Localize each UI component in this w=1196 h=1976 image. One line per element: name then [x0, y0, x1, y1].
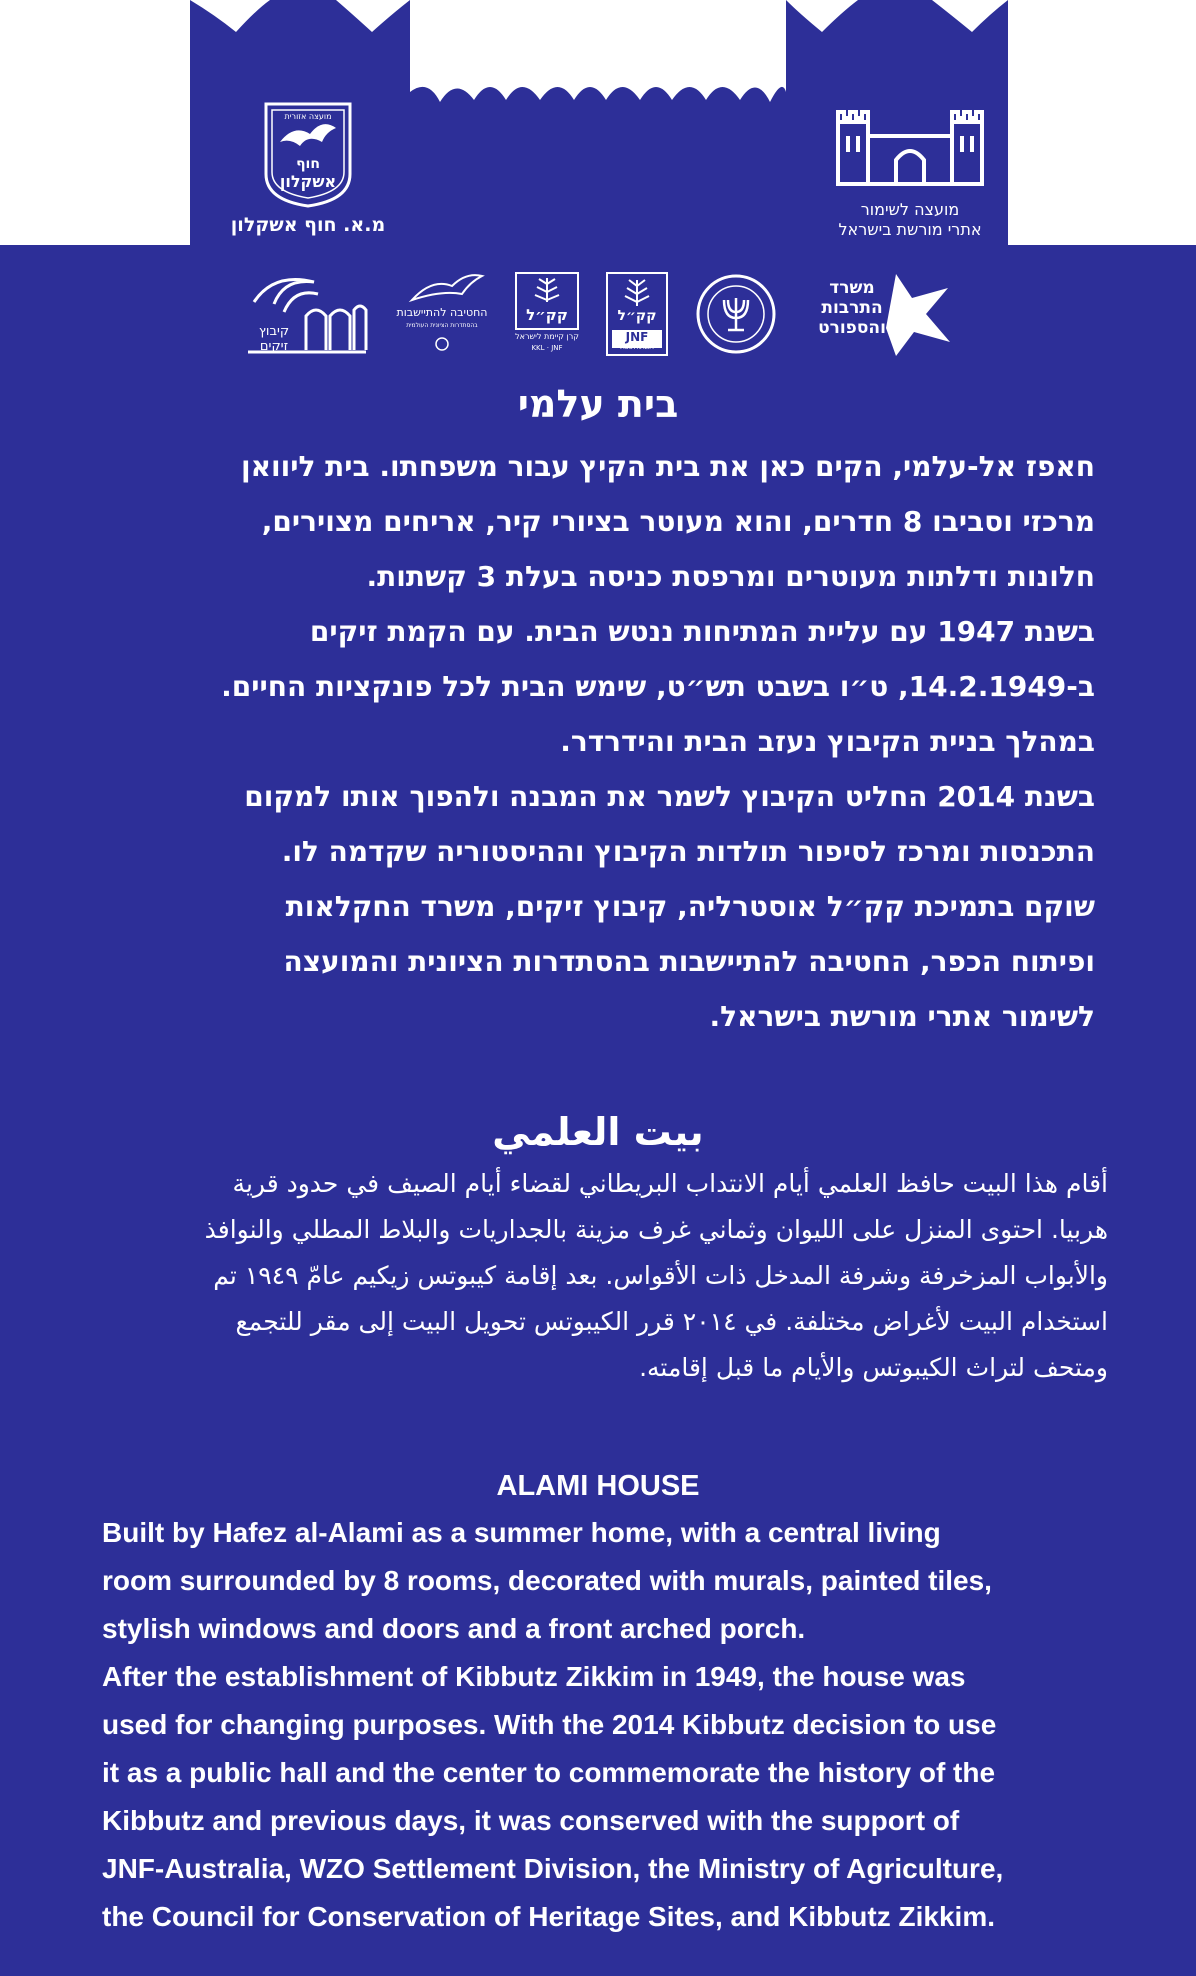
english-line: After the establishment of Kibbutz Zikkim in 1949, the house was — [102, 1661, 966, 1692]
kkl-line1: קרן קיימת לישראל — [515, 332, 579, 341]
kkl-logo — [512, 272, 582, 358]
arabic-line: والأبواب المزخرفة وشرفة المدخل ذات الأقواس. بعد إقامة كيبوتس زيكيم عامّ ١٩٤٩ تم — [213, 1261, 1108, 1290]
settlement-division-logo — [392, 270, 492, 356]
menorah-seal-icon — [694, 272, 778, 356]
ministry-culture-logo — [800, 270, 960, 356]
hebrew-line: מרכזי וסביבו 8 חדרים, והוא מעוטר בציורי קיר, אריחים מצוירים, — [261, 505, 1095, 538]
arabic-line: هربيا. احتوى المنزل على الليوان وثماني غرف مزينة بالجداريات والبلاط المطلي والنوافذ — [204, 1215, 1108, 1244]
council-caption-line2: אתרי מורשת בישראל — [838, 220, 982, 239]
crest-name-line1: חוף — [296, 156, 320, 172]
english-line: Kibbutz and previous days, it was conserved with the support of — [102, 1805, 960, 1836]
arabic-title: بيت العلمي — [492, 1110, 704, 1154]
english-line: stylish windows and doors and a front arched porch. — [102, 1613, 806, 1644]
hebrew-title: בית עלמי — [517, 382, 679, 426]
hebrew-line: במהלך בניית הקיבוץ נעזב הבית והידרדר. — [560, 725, 1095, 758]
ministry-caption-line3: והספורט — [818, 318, 886, 338]
hebrew-line: לשימור אתרי מורשת בישראל. — [709, 1000, 1095, 1033]
hebrew-line: בשנת 2014 החליט הקיבוץ לשמר את המבנה ולהפוך אותו למקום — [244, 780, 1095, 813]
hebrew-line: שוקם בתמיכת קק״ל אוסטרליה, קיבוץ זיקים, משרד החקלאות — [285, 890, 1095, 923]
hebrew-line: ופיתוח הכפר, החטיבה להתיישבות בהסתדרות הציונית והמועצה — [283, 945, 1095, 978]
hebrew-line: ב-14.2.1949, ט״ו בשבט תש״ט, שימש הבית לכל פונקציות החיים. — [221, 670, 1095, 703]
english-line: used for changing purposes. With the 2014 Kibbutz decision to use — [102, 1709, 997, 1740]
kkl-mark: קק״ל — [526, 306, 568, 324]
ministry-caption-line1: משרד — [829, 278, 875, 298]
crest-name-line2: אשקלון — [279, 172, 337, 191]
council-caption-line1: מועצה לשימור — [860, 200, 960, 219]
zikim-caption: קיבוץ זיקים — [258, 324, 290, 354]
hebrew-line: התכנסות ומרכז לסיפור תולדות הקיבוץ וההיסטוריה שקדמה לו. — [281, 835, 1095, 868]
council-logo — [820, 92, 1000, 242]
hebrew-line: חאפז אל-עלמי, הקים כאן את בית הקיץ עבור משפחתו. בית ליוואן — [241, 450, 1095, 483]
dove-icon — [392, 270, 492, 310]
arabic-line: أقام هذا البيت حافظ العلمي أيام الانتداب البريطاني لقضاء أيام الصيف في حدود قرية — [232, 1169, 1108, 1198]
kkl-line2: KKL · JNF — [531, 344, 563, 352]
jnf-mark: קק״ל — [617, 308, 657, 324]
fortress-icon — [820, 92, 1000, 192]
hebrew-line: חלונות ודלתות מעוטרים ומרפסת כניסה בעלת 3 קשתות. — [366, 560, 1095, 593]
english-line: Built by Hafez al-Alami as a summer home, with a central living — [102, 1517, 941, 1548]
agriculture-seal-logo — [694, 272, 778, 356]
hebrew-line: בשנת 1947 עם עליית המתיחות ננטש הבית. עם הקמת זיקים — [309, 615, 1095, 648]
ministry-caption-line2: התרבות — [821, 298, 883, 318]
regional-council-logo — [228, 98, 388, 244]
regional-council-caption: מ.א. חוף אשקלון — [230, 214, 386, 236]
english-line: the Council for Conservation of Heritage Sites, and Kibbutz Zikkim. — [102, 1901, 995, 1932]
arabic-line: استخدام البيت لأغراض مختلفة. في ٢٠١٤ قرر الكيبوتس تحويل البيت إلى مقر للتجمع — [235, 1307, 1108, 1336]
crest-top-text: מועצה אזורית — [284, 112, 332, 121]
english-title: ALAMI HOUSE — [496, 1470, 700, 1502]
jnf-line2: AUSTRALIA — [620, 344, 654, 351]
english-line: JNF-Australia, WZO Settlement Division, the Ministry of Agriculture, — [102, 1853, 1004, 1884]
settlement-caption-line2: בהסתדרות הציונית העולמית — [406, 322, 478, 329]
kibbutz-zikim-logo — [244, 272, 370, 358]
emblem-star-icon — [392, 334, 492, 354]
arabic-line: ومتحف لتراث الكيبوتس والأيام ما قبل إقامته. — [639, 1353, 1108, 1382]
english-line: room surrounded by 8 rooms, decorated with murals, painted tiles, — [102, 1565, 992, 1596]
jnf-line1: JNF — [625, 330, 649, 344]
settlement-caption-line1: החטיבה להתיישבות — [396, 306, 488, 319]
jnf-australia-logo — [606, 272, 668, 356]
english-line: it as a public hall and the center to commemorate the history of the — [102, 1757, 996, 1788]
